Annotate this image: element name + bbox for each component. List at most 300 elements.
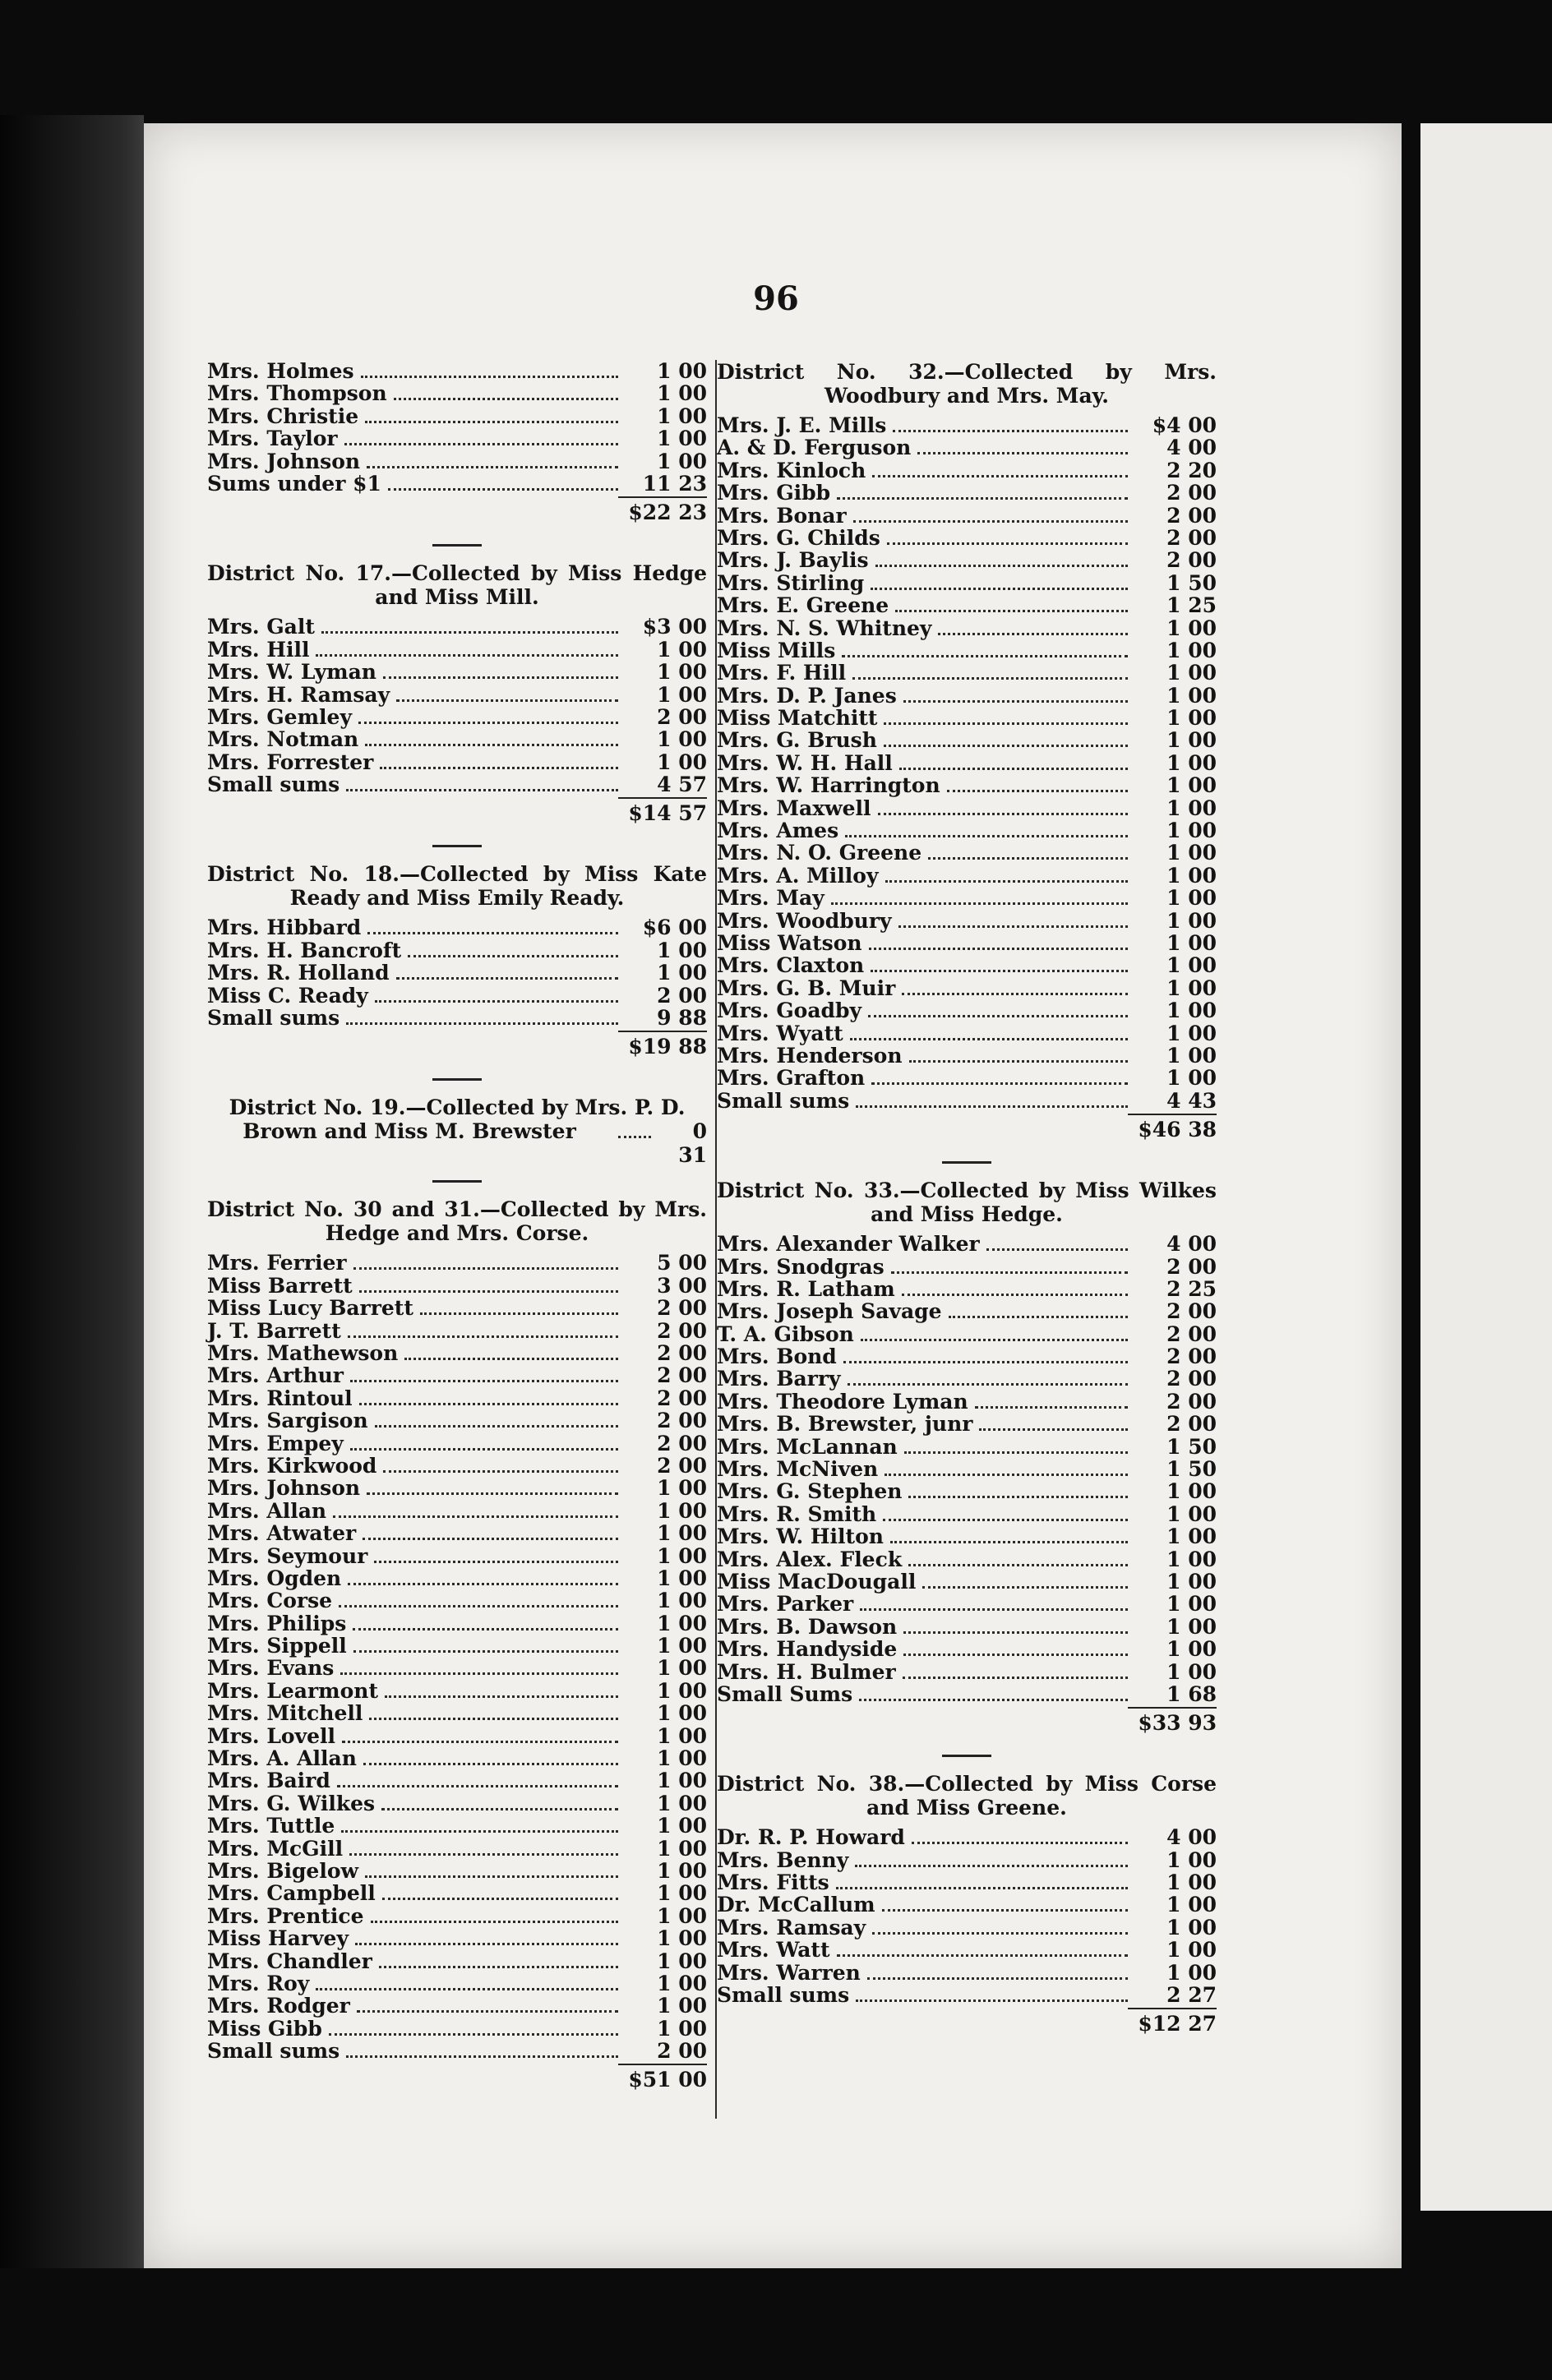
entry-name: Mrs. Philips: [207, 1611, 347, 1635]
list-entry: [717, 842, 1217, 864]
leader-dots: [872, 1932, 1128, 1935]
list-entry: [717, 436, 1217, 459]
entry-amount: 1 50: [1166, 1434, 1217, 1459]
entry-amount: 1 50: [1166, 570, 1217, 595]
list-entry: [207, 2040, 707, 2062]
entry-amount: 5 00: [657, 1251, 707, 1275]
leader-dots: [852, 677, 1128, 680]
entry-amount: 1 00: [657, 1814, 707, 1838]
list-entry: [717, 594, 1217, 616]
entry-amount: 2 00: [657, 1431, 707, 1455]
entry-name: Mrs. Parker: [717, 1592, 854, 1617]
list-entry: [717, 1503, 1217, 1525]
list-entry: [207, 616, 707, 638]
leader-dots: [885, 1474, 1128, 1476]
list-entry: [717, 865, 1217, 887]
section-separator: [432, 544, 482, 547]
leader-dots: [365, 1875, 618, 1878]
list-entry: [717, 1571, 1217, 1593]
entry-name: Miss Lucy Barrett: [207, 1296, 413, 1321]
entry-name: Mrs. R. Smith: [717, 1501, 877, 1526]
entry-name: Mrs. Chandler: [207, 1949, 372, 1973]
list-entry: [717, 1436, 1217, 1458]
list-entry: [717, 1849, 1217, 1871]
list-entry: [717, 1480, 1217, 1502]
entry-name: Mrs. B. Dawson: [717, 1614, 898, 1639]
list-entry: [207, 1364, 707, 1386]
leader-dots: [908, 1564, 1128, 1566]
entry-name: Mrs. Mitchell: [207, 1701, 363, 1726]
entry-amount: 2 00: [657, 1409, 707, 1433]
list-entry: [717, 549, 1217, 571]
entry-amount: 1 00: [1166, 1637, 1217, 1662]
entry-amount: 2 00: [657, 1318, 707, 1343]
leader-dots: [885, 880, 1129, 883]
list-entry: [717, 572, 1217, 594]
entry-name: Mrs. Gemley: [207, 704, 352, 729]
district-heading: District No. 19.—Collected by Mrs. P. D.: [229, 1095, 686, 1120]
entry-name: Mrs. G. Wilkes: [207, 1791, 376, 1815]
entry-name: Mrs. May: [717, 886, 824, 911]
list-entry: [717, 414, 1217, 436]
section-total: $51 00: [207, 2062, 707, 2098]
entry-name: Mrs. Handyside: [717, 1637, 898, 1662]
entry-amount: 1 00: [1166, 1847, 1217, 1872]
entry-name: Mrs. Taylor: [207, 427, 338, 451]
entry-name: Mrs. Fitts: [717, 1870, 829, 1895]
entry-name: Mrs. Johnson: [207, 449, 361, 473]
list-entry: [207, 473, 707, 495]
list-entry: [207, 1769, 707, 1792]
entry-amount: 1 00: [1166, 1659, 1217, 1684]
leader-dots: [859, 1699, 1128, 1701]
entry-amount: 1 00: [657, 359, 707, 383]
list-entry: [717, 999, 1217, 1022]
leader-dots: [928, 857, 1128, 860]
entry-amount: 1 00: [657, 449, 707, 473]
leader-dots: [856, 1999, 1128, 2002]
entry-amount: 1 00: [657, 1971, 707, 1995]
entry-name: Mrs. Learmont: [207, 1678, 379, 1703]
entry-name: Mrs. Christie: [207, 404, 359, 428]
leader-dots: [385, 1695, 618, 1698]
entry-name: Mrs. Sargison: [207, 1409, 368, 1433]
entry-amount: 1 00: [657, 1903, 707, 1928]
leader-dots: [867, 1977, 1128, 1980]
list-entry: [717, 819, 1217, 842]
section-total: $33 93: [717, 1705, 1217, 1741]
entry-name: Mrs. Alex. Fleck: [717, 1547, 903, 1571]
leader-dots: [887, 542, 1128, 545]
leader-dots: [836, 1887, 1128, 1889]
leader-dots: [837, 1954, 1128, 1957]
list-entry: [207, 939, 707, 962]
leader-dots: [353, 1628, 618, 1630]
list-entry: [207, 1860, 707, 1882]
leader-dots: [375, 1000, 618, 1003]
entry-amount: 1 25: [1166, 593, 1217, 618]
leader-dots: [363, 1538, 618, 1540]
entry-amount: 1 68: [1166, 1681, 1217, 1706]
entry-amount: 1 00: [657, 1566, 707, 1590]
entry-amount: 9 88: [657, 1006, 707, 1031]
left-column: [207, 360, 707, 2098]
entry-name: Mrs. Henderson: [717, 1043, 903, 1068]
leader-dots: [878, 813, 1128, 815]
list-entry: [717, 685, 1217, 707]
district-heading: District No. 17.—Collected by Miss Hedge and Miss Mill.: [207, 561, 707, 610]
list-entry: [207, 1882, 707, 1904]
entry-amount: 2 00: [1166, 548, 1217, 573]
entry-amount: 1 00: [657, 727, 707, 752]
entry-amount: 2 00: [657, 2039, 707, 2064]
list-entry: [207, 1342, 707, 1364]
list-entry: [207, 962, 707, 984]
leader-dots: [379, 1966, 618, 1968]
list-entry: [207, 1275, 707, 1297]
district-list: [717, 1233, 1217, 1705]
section-separator: [432, 845, 482, 847]
list-entry: [717, 482, 1217, 504]
leader-dots: [856, 1105, 1128, 1108]
leader-dots: [339, 1605, 618, 1607]
entry-name: Miss Matchitt: [717, 706, 878, 731]
entry-name: Miss Harvey: [207, 1926, 349, 1951]
entry-name: Mrs. Notman: [207, 727, 359, 752]
list-entry: [207, 1680, 707, 1702]
entry-name: Mrs. B. Brewster, junr: [717, 1412, 973, 1437]
leader-dots: [891, 1271, 1128, 1274]
entry-name: Mrs. Bonar: [717, 503, 847, 528]
entry-amount: 1 00: [1166, 1569, 1217, 1594]
leader-dots: [855, 1865, 1128, 1867]
entry-name: Mrs. A. Allan: [207, 1746, 357, 1771]
entry-amount: 1 00: [1166, 750, 1217, 775]
leader-dots: [361, 376, 618, 378]
section-total: $22 23: [207, 495, 707, 531]
leader-dots: [340, 1672, 618, 1675]
list-entry: [207, 773, 707, 796]
district-heading-text: Brown and Miss M. Brewster: [242, 1119, 576, 1144]
leader-dots: [618, 1136, 651, 1138]
entry-amount: 1 00: [1166, 1938, 1217, 1963]
entry-name: Mrs. McNiven: [717, 1457, 879, 1482]
entry-name: Mrs. N. S. Whitney: [717, 616, 932, 640]
entry-amount: 0 31: [678, 1119, 707, 1168]
list-entry: [207, 1522, 707, 1544]
entry-amount: 1 00: [657, 1521, 707, 1546]
entry-name: Miss Mills: [717, 638, 836, 662]
entry-amount: 1 00: [657, 2016, 707, 2041]
leader-dots: [342, 1741, 618, 1743]
entry-amount: 1 00: [1166, 908, 1217, 933]
entry-amount: 4 43: [1166, 1088, 1217, 1113]
list-entry: [717, 932, 1217, 954]
leader-dots: [316, 1988, 618, 1990]
entry-name: Mrs. Forrester: [207, 750, 374, 774]
entry-name: Mrs. Kirkwood: [207, 1453, 377, 1478]
leader-dots: [909, 1060, 1128, 1063]
leader-dots: [381, 1808, 618, 1810]
entry-amount: 3 00: [657, 1273, 707, 1298]
entry-name: Mrs. Holmes: [207, 359, 354, 383]
section-separator: [942, 1161, 991, 1164]
list-entry: [717, 639, 1217, 662]
leader-dots: [899, 768, 1128, 770]
list-entry: [207, 1972, 707, 1995]
leader-dots: [979, 1428, 1128, 1431]
leader-dots: [986, 1248, 1128, 1251]
leader-dots: [868, 1015, 1128, 1017]
entry-amount: 1 00: [657, 381, 707, 406]
leader-dots: [908, 1496, 1128, 1498]
entry-name: Mrs. Ames: [717, 819, 839, 843]
entry-amount: 1 00: [657, 1498, 707, 1523]
list-entry: [207, 1455, 707, 1477]
entry-amount: 1 00: [657, 1881, 707, 1906]
list-entry: [717, 1391, 1217, 1413]
entry-amount: 1 00: [1166, 1893, 1217, 1917]
leader-dots: [871, 970, 1128, 972]
entry-amount: 1 00: [1166, 1870, 1217, 1895]
leader-dots: [359, 1290, 618, 1293]
entry-amount: 2 00: [1166, 1412, 1217, 1437]
entry-amount: 1 00: [657, 682, 707, 707]
leader-dots: [848, 1383, 1128, 1386]
entry-amount: 1 00: [657, 1791, 707, 1815]
leader-dots: [337, 1785, 618, 1787]
entry-name: T. A. Gibson: [717, 1321, 854, 1346]
list-entry: [207, 1635, 707, 1657]
entry-name: Mrs. H. Bancroft: [207, 938, 402, 962]
list-entry: [207, 1589, 707, 1612]
leader-dots: [359, 1403, 618, 1405]
list-entry: [717, 1593, 1217, 1615]
leader-dots: [346, 1022, 618, 1025]
entry-name: Sums under $1: [207, 471, 381, 496]
entry-amount: 1 00: [1166, 930, 1217, 955]
leader-dots: [350, 1448, 618, 1451]
list-entry: [717, 887, 1217, 909]
entry-amount: 1 00: [657, 1858, 707, 1883]
entry-name: Mrs. Gibb: [717, 481, 831, 505]
entry-name: Mrs. Evans: [207, 1656, 335, 1681]
entry-name: Mrs. Ferrier: [207, 1251, 347, 1275]
entry-name: Mrs. Allan: [207, 1498, 327, 1523]
entry-amount: 1 00: [1166, 1501, 1217, 1526]
leader-dots: [884, 745, 1128, 747]
entry-amount: 1 00: [657, 660, 707, 685]
leader-dots: [367, 1492, 618, 1495]
list-entry: [717, 954, 1217, 976]
entry-name: Mrs. Bigelow: [207, 1858, 359, 1883]
list-entry: [717, 1323, 1217, 1345]
leader-dots: [404, 1358, 618, 1360]
district-heading: District No. 30 and 31.—Collected by Mrs. Hedge and Mrs. Corse.: [207, 1197, 707, 1246]
list-entry: [717, 910, 1217, 932]
list-entry: [717, 1233, 1217, 1255]
leader-dots: [329, 2033, 618, 2036]
entry-amount: 1 00: [1166, 953, 1217, 978]
list-entry: [207, 382, 707, 404]
leader-dots: [837, 497, 1128, 500]
entry-name: Miss C. Ready: [207, 983, 368, 1008]
entry-amount: 1 00: [1166, 683, 1217, 708]
list-entry: [207, 706, 707, 728]
entry-amount: 1 00: [657, 961, 707, 985]
leader-dots: [861, 1339, 1128, 1341]
list-entry: [207, 1995, 707, 2017]
leader-dots: [374, 1561, 618, 1563]
list-entry: [207, 1387, 707, 1409]
district-list: [207, 616, 707, 796]
list-entry: [717, 1525, 1217, 1547]
entry-name: Mrs. Watt: [717, 1938, 830, 1963]
leader-dots: [369, 1718, 618, 1720]
entry-name: Mrs. Kinloch: [717, 458, 866, 482]
list-entry: [717, 1962, 1217, 1984]
section-total: $19 88: [207, 1029, 707, 1065]
leader-dots: [850, 1038, 1128, 1040]
entry-name: A. & D. Ferguson: [717, 436, 912, 460]
section-total: $14 57: [207, 796, 707, 832]
entry-amount: 1 00: [1166, 728, 1217, 753]
list-entry: [717, 1413, 1217, 1435]
entry-name: Mrs. Benny: [717, 1847, 849, 1872]
entry-amount: 1 00: [1166, 819, 1217, 843]
entry-name: Mrs. G. Brush: [717, 728, 877, 753]
entry-name: Mrs. G. Childs: [717, 525, 880, 550]
leader-dots: [396, 699, 618, 702]
entry-name: Mrs. Joseph Savage: [717, 1299, 942, 1324]
leader-dots: [898, 925, 1128, 928]
leader-dots: [321, 631, 618, 634]
leader-dots: [875, 565, 1128, 567]
entry-name: Mrs. Grafton: [717, 1066, 866, 1091]
entry-amount: $3 00: [642, 615, 707, 639]
entry-amount: 1 00: [1166, 1066, 1217, 1091]
list-entry: [207, 1007, 707, 1029]
entry-amount: 1 00: [657, 1926, 707, 1951]
entry-name: Mrs. A. Milloy: [717, 863, 879, 888]
entry-name: Mrs. Rodger: [207, 1994, 350, 2018]
adjacent-page-edge: [1420, 123, 1552, 2211]
entry-name: Mrs. R. Holland: [207, 961, 390, 985]
entry-amount: 2 00: [1166, 1345, 1217, 1369]
entry-name: Mrs. Ogden: [207, 1566, 342, 1590]
entry-name: Miss Watson: [717, 930, 862, 955]
district-list: [717, 1826, 1217, 2006]
leader-dots: [842, 655, 1128, 657]
leader-dots: [903, 1654, 1128, 1656]
section-total: $46 38: [717, 1112, 1217, 1148]
leader-dots: [341, 1830, 618, 1833]
entry-name: Mrs. Atwater: [207, 1521, 357, 1546]
entry-amount: 1 00: [657, 1769, 707, 1793]
list-entry: [207, 2018, 707, 2040]
list-entry: [207, 751, 707, 773]
entry-amount: 1 50: [1166, 1457, 1217, 1482]
list-entry: [207, 1252, 707, 1274]
list-entry: [717, 1661, 1217, 1683]
list-entry: [207, 1657, 707, 1679]
list-entry: [717, 617, 1217, 639]
entry-amount: 1 00: [657, 1701, 707, 1726]
entry-name: Mrs. Woodbury: [717, 908, 892, 933]
list-entry: [207, 360, 707, 382]
list-entry: [717, 1939, 1217, 1961]
leader-dots: [975, 1406, 1128, 1409]
entry-name: Mrs. Lovell: [207, 1723, 336, 1748]
leader-dots: [853, 520, 1128, 523]
entry-amount: 2 00: [657, 1296, 707, 1321]
leader-dots: [871, 588, 1128, 590]
entry-amount: 1 00: [657, 1949, 707, 1973]
entry-name: Mrs. Theodore Lyman: [717, 1389, 968, 1414]
entry-amount: 1 00: [657, 637, 707, 662]
entry-name: Mrs. Johnson: [207, 1476, 361, 1501]
entry-name: Small Sums: [717, 1681, 853, 1706]
entry-name: Mrs. G. Stephen: [717, 1479, 903, 1504]
list-entry: [717, 1916, 1217, 1939]
entry-amount: 4 00: [1166, 1825, 1217, 1850]
leader-dots: [903, 1677, 1128, 1679]
list-entry: [717, 1638, 1217, 1660]
district-list: [717, 414, 1217, 1112]
entry-name: Mrs. W. Hilton: [717, 1524, 884, 1549]
entry-amount: 1 00: [1166, 796, 1217, 820]
entry-amount: 1 00: [657, 750, 707, 774]
section-separator: [432, 1180, 482, 1183]
entry-amount: 1 00: [657, 1994, 707, 2018]
leader-dots: [902, 1294, 1128, 1296]
list-entry: [207, 661, 707, 683]
list-entry: [207, 1747, 707, 1769]
entry-amount: 11 23: [642, 471, 707, 496]
list-entry: [207, 1838, 707, 1860]
list-entry: [717, 1278, 1217, 1300]
leader-dots: [383, 676, 618, 679]
entry-amount: 1 00: [1166, 1915, 1217, 1940]
entry-amount: 1 00: [1166, 661, 1217, 685]
leader-dots: [882, 1909, 1128, 1912]
page-number: 96: [753, 279, 799, 318]
entry-amount: 1 00: [1166, 773, 1217, 798]
entry-amount: 1 00: [1166, 863, 1217, 888]
entry-amount: 4 00: [1166, 436, 1217, 460]
list-entry: [207, 1612, 707, 1635]
entry-name: Mrs. Corse: [207, 1589, 333, 1613]
entry-amount: 1 00: [657, 1476, 707, 1501]
leader-dots: [884, 722, 1128, 725]
list-entry: [717, 797, 1217, 819]
entry-name: Mrs. Empey: [207, 1431, 344, 1455]
entry-amount: 1 00: [1166, 886, 1217, 911]
list-entry: [207, 1320, 707, 1342]
entry-name: Small sums: [207, 773, 340, 797]
entry-amount: 2 27: [1166, 1983, 1217, 2008]
section-total: $12 27: [717, 2006, 1217, 2042]
leader-dots: [394, 398, 618, 400]
leader-dots: [893, 430, 1128, 432]
entry-amount: 1 00: [1166, 1479, 1217, 1504]
district-list: [207, 1252, 707, 2062]
entry-amount: 2 00: [657, 1386, 707, 1410]
list-entry: [717, 1893, 1217, 1916]
entry-amount: 1 00: [657, 1611, 707, 1635]
entry-amount: 1 00: [1166, 1524, 1217, 1549]
list-entry: [207, 450, 707, 473]
